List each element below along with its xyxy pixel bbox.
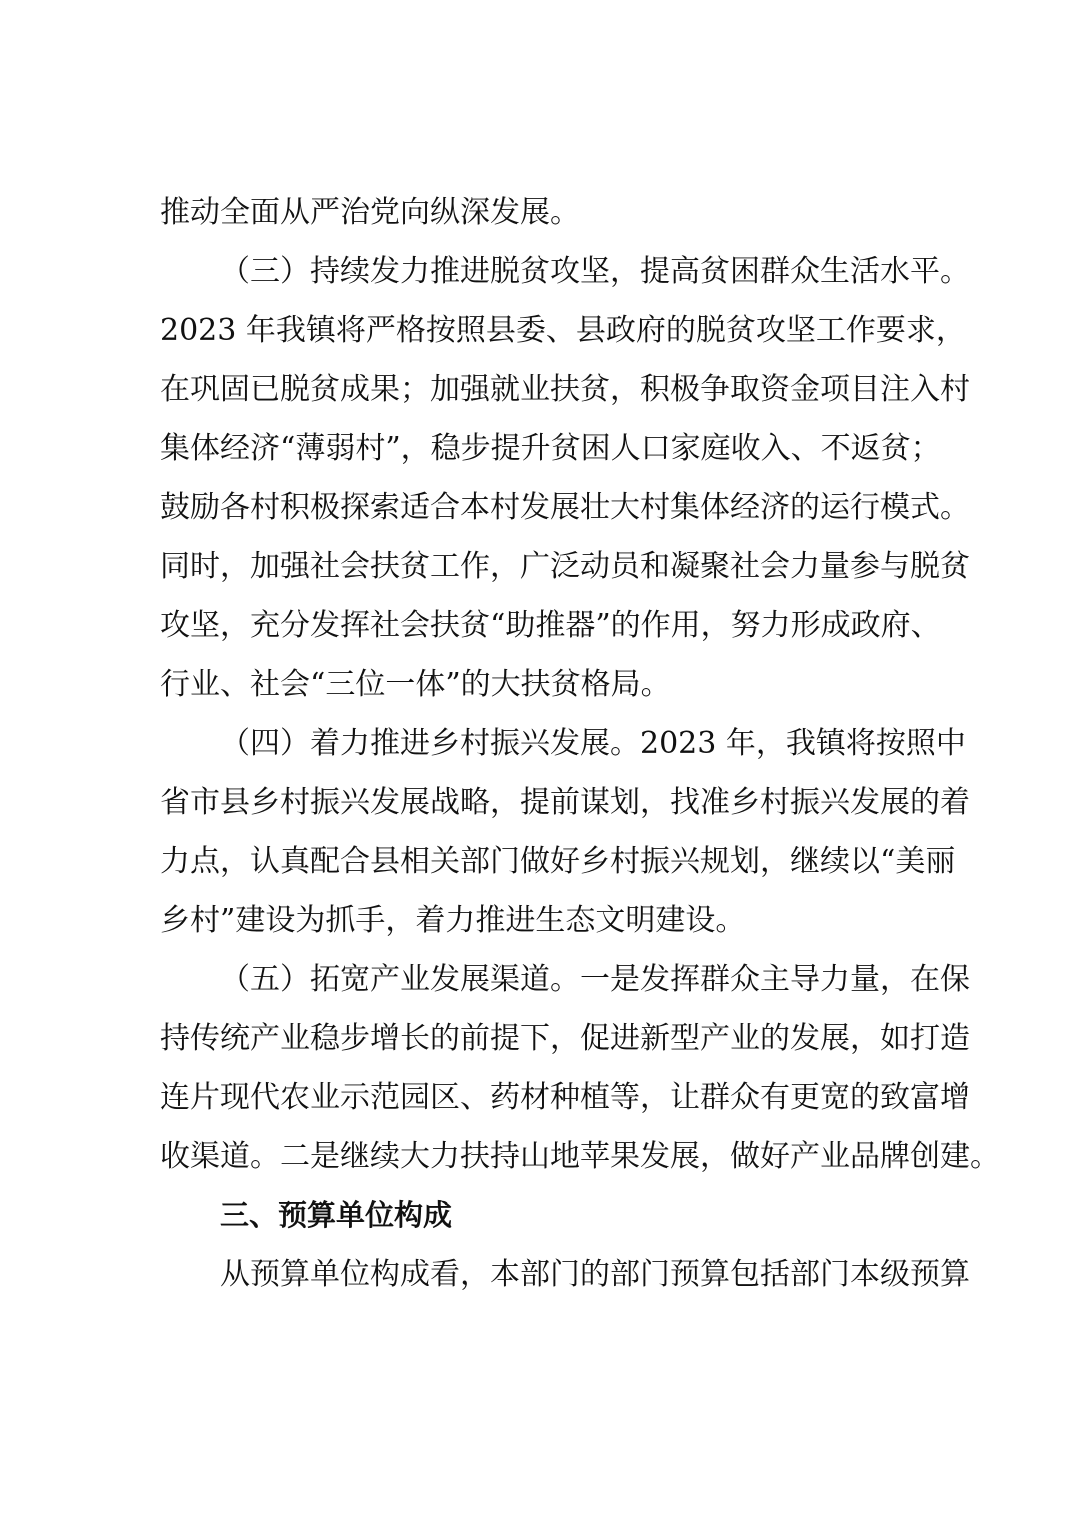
text-line: 持传统产业稳步增长的前提下，促进新型产业的发展，如打造: [160, 1021, 970, 1056]
text-line: 乡村”建设为抓手，着力推进生态文明建设。: [160, 903, 746, 938]
paragraph-heading-5: （五）拓宽产业发展渠道。一是发挥群众主导力量，在保: [220, 962, 970, 997]
text-line: 攻坚，充分发挥社会扶贫“助推器”的作用，努力形成政府、: [160, 608, 941, 643]
text-line: 同时，加强社会扶贫工作，广泛动员和凝聚社会力量参与脱贫: [160, 549, 970, 584]
text-line: 连片现代农业示范园区、药材种植等，让群众有更宽的致富增: [160, 1080, 970, 1115]
text-line: 2023 年我镇将严格按照县委、县政府的脱贫攻坚工作要求，: [160, 313, 966, 348]
text-line: 省市县乡村振兴发展战略，提前谋划，找准乡村振兴发展的着: [160, 785, 970, 820]
text-line: 鼓励各村积极探索适合本村发展壮大村集体经济的运行模式。: [160, 490, 970, 525]
text-line: 集体经济“薄弱村”，稳步提升贫困人口家庭收入、不返贫；: [160, 431, 941, 466]
text-line: 在巩固已脱贫成果；加强就业扶贫，积极争取资金项目注入村: [160, 372, 970, 407]
section-heading: 三、预算单位构成: [220, 1198, 453, 1232]
text-line: 从预算单位构成看，本部门的部门预算包括部门本级预算: [220, 1257, 970, 1292]
paragraph-heading-4: （四）着力推进乡村振兴发展。2023 年，我镇将按照中: [220, 726, 966, 761]
text-line: 推动全面从严治党向纵深发展。: [160, 195, 580, 230]
text-line: 力点，认真配合县相关部门做好乡村振兴规划，继续以“美丽: [160, 844, 956, 879]
document-page: [160, 183, 1000, 1304]
text-line: 行业、社会“三位一体”的大扶贫格局。: [160, 667, 671, 702]
paragraph-heading-3: （三）持续发力推进脱贫攻坚，提高贫困群众生活水平。: [220, 254, 970, 289]
text-line: 收渠道。二是继续大力扶持山地苹果发展，做好产业品牌创建。: [160, 1139, 1000, 1174]
